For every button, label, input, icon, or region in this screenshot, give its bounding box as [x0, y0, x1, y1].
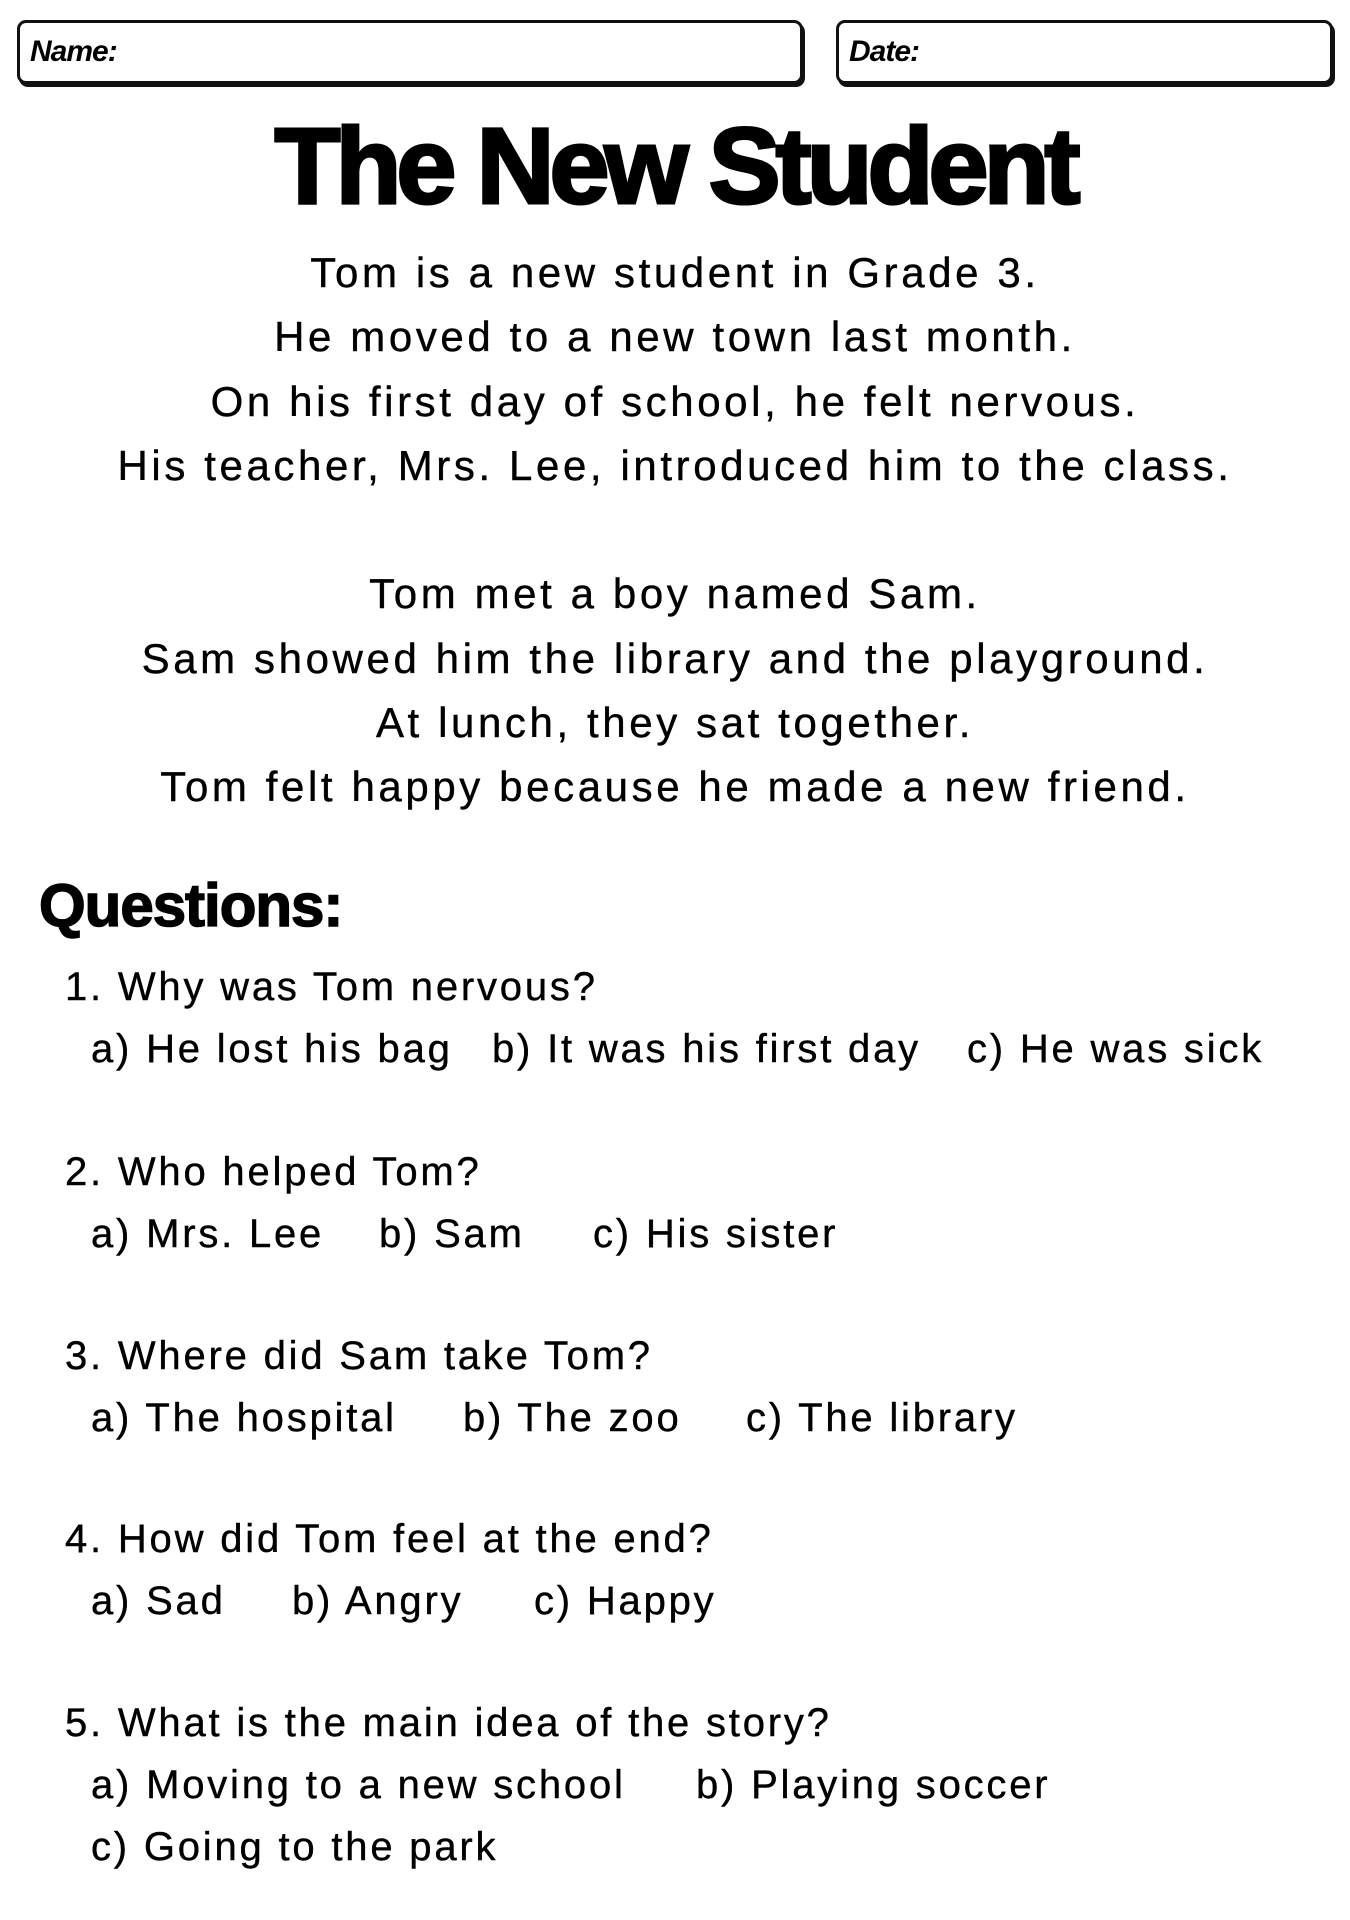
story-line: He moved to a new town last month. — [274, 313, 1076, 361]
answer-options — [0, 1018, 1350, 1080]
date-label: Date: — [849, 35, 920, 68]
name-label: Name: — [30, 35, 117, 68]
option-b: b) It was his first day — [492, 1027, 921, 1071]
answer-options — [0, 1754, 1350, 1816]
story-line: On his first day of school, he felt nervous. — [210, 377, 1140, 425]
option-b: b) The zoo — [463, 1396, 682, 1440]
story-line: His teacher, Mrs. Lee, introduced him to the class. — [117, 441, 1233, 489]
option-c: c) He was sick — [967, 1027, 1265, 1071]
option-b: b) Angry — [292, 1579, 464, 1623]
option-a: a) Sad — [91, 1579, 226, 1623]
question-prompt: 1. Why was Tom nervous? — [65, 965, 598, 1009]
story-line: Tom is a new student in Grade 3. — [310, 249, 1040, 296]
answer-options — [0, 1203, 1350, 1265]
name-field[interactable] — [17, 20, 803, 84]
option-c: c) Happy — [534, 1579, 717, 1623]
option-b: b) Playing soccer — [696, 1763, 1051, 1807]
question-prompt: 2. Who helped Tom? — [65, 1150, 482, 1194]
option-a: a) Mrs. Lee — [91, 1212, 325, 1256]
option-c: c) Going to the park — [91, 1825, 499, 1869]
option-c: c) His sister — [593, 1212, 839, 1256]
story-paragraph-1 — [0, 241, 1350, 498]
story-text — [0, 241, 1350, 820]
question-prompt: 3. Where did Sam take Tom? — [65, 1334, 653, 1378]
option-c: c) The library — [746, 1396, 1018, 1440]
story-line: Sam showed him the library and the playground. — [141, 634, 1209, 682]
answer-options — [0, 1387, 1350, 1449]
answer-options — [0, 1570, 1350, 1632]
answer-options — [0, 1816, 1350, 1878]
option-a: a) The hospital — [91, 1396, 397, 1440]
date-field[interactable] — [836, 20, 1333, 84]
story-line: Tom felt happy because he made a new friend. — [160, 763, 1190, 811]
option-b: b) Sam — [379, 1212, 525, 1256]
option-a: a) Moving to a new school — [91, 1763, 626, 1807]
story-line: At lunch, they sat together. — [375, 699, 975, 747]
page-title: The New Student — [274, 105, 1076, 226]
questions-heading: Questions: — [39, 872, 343, 939]
story-line: Tom met a boy named Sam. — [369, 570, 981, 618]
option-a: a) He lost his bag — [91, 1027, 453, 1071]
question-prompt: 5. What is the main idea of the story? — [65, 1701, 832, 1745]
question-prompt: 4. How did Tom feel at the end? — [65, 1517, 714, 1561]
story-paragraph-2 — [0, 562, 1350, 819]
